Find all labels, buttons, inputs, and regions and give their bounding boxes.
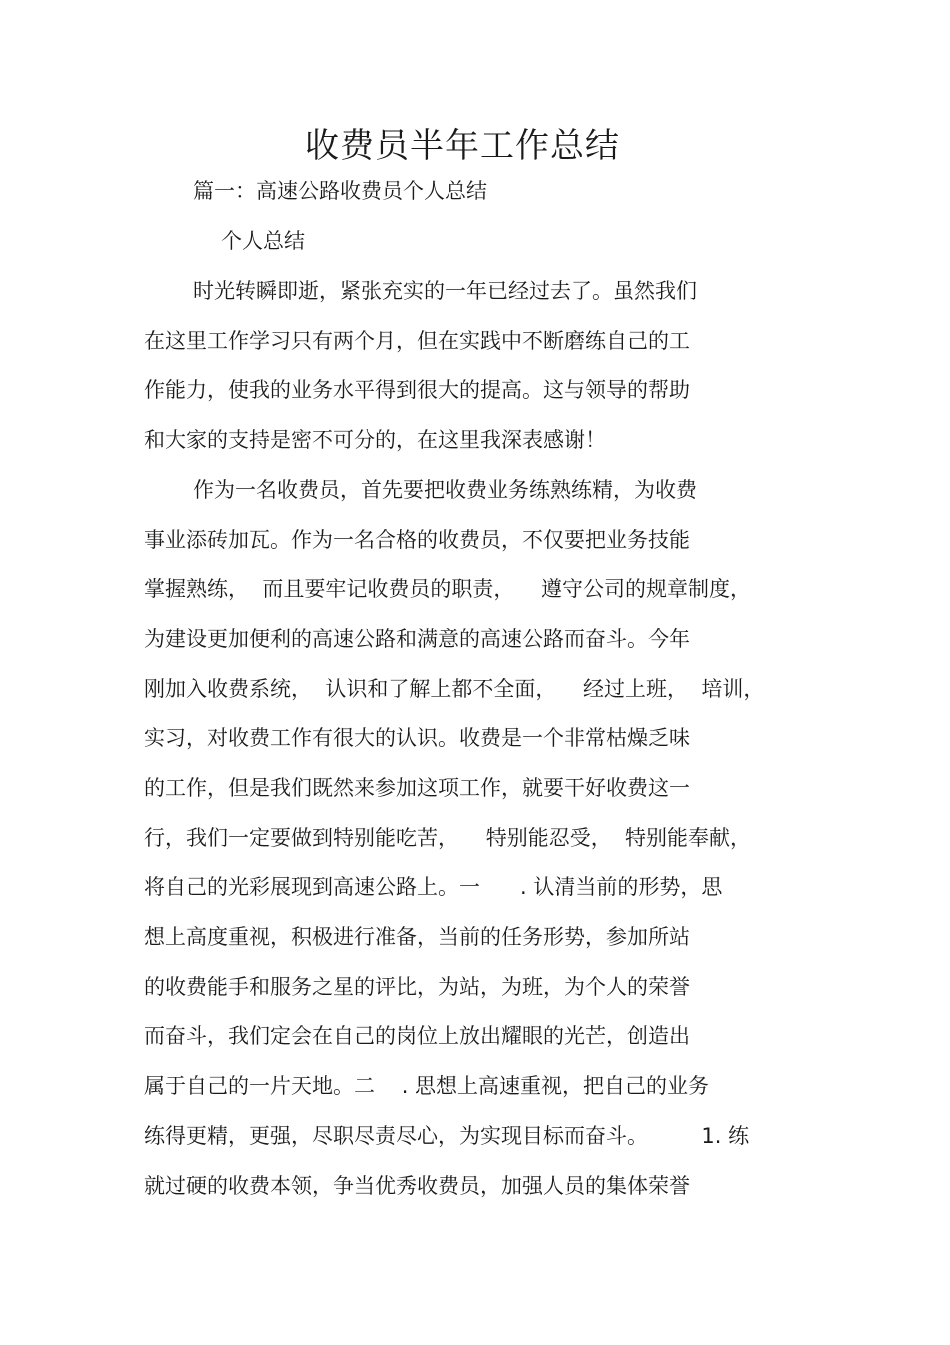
paragraph-line: 事业添砖加瓦。作为一名合格的收费员，不仅要把业务技能: [144, 528, 690, 552]
paragraph-line: 练得更精，更强，尽职尽责尽心，为实现目标而奋斗。 1. 练: [144, 1124, 750, 1148]
paragraph-line: 掌握熟练， 而且要牢记收费员的职责， 遵守公司的规章制度，: [144, 577, 752, 601]
paragraph-line: 刚加入收费系统， 认识和了解上都不全面， 经过上班， 培训，: [144, 677, 765, 701]
paragraph-line: 实习，对收费工作有很大的认识。收费是一个非常枯燥乏味: [144, 726, 690, 750]
section-heading: 篇一：高速公路收费员个人总结: [193, 179, 487, 203]
document-title: 收费员半年工作总结: [305, 126, 620, 166]
paragraph-line: 的工作，但是我们既然来参加这项工作，就要干好收费这一: [144, 776, 690, 800]
paragraph-line: 就过硬的收费本领，争当优秀收费员，加强人员的集体荣誉: [144, 1174, 690, 1198]
sub-heading: 个人总结: [221, 229, 305, 253]
paragraph-line: 为建设更加便利的高速公路和满意的高速公路而奋斗。今年: [144, 627, 690, 651]
paragraph-line: 时光转瞬即逝，紧张充实的一年已经过去了。虽然我们: [193, 279, 697, 303]
paragraph-line: 而奋斗，我们定会在自己的岗位上放出耀眼的光芒，创造出: [144, 1024, 690, 1048]
paragraph-line: 作为一名收费员，首先要把收费业务练熟练精，为收费: [193, 478, 697, 502]
paragraph-line: 将自己的光彩展现到高速公路上。一 . 认清当前的形势，思: [144, 875, 723, 899]
paragraph-line: 和大家的支持是密不可分的，在这里我深表感谢！: [144, 428, 606, 452]
paragraph-line: 属于自己的一片天地。二 . 思想上高速重视，把自己的业务: [144, 1074, 710, 1098]
paragraph-line: 行，我们一定要做到特别能吃苦， 特别能忍受， 特别能奉献，: [144, 826, 752, 850]
paragraph-line: 作能力，使我的业务水平得到很大的提高。这与领导的帮助: [144, 378, 690, 402]
paragraph-line: 在这里工作学习只有两个月，但在实践中不断磨练自己的工: [144, 329, 690, 353]
paragraph-line: 的收费能手和服务之星的评比，为站，为班，为个人的荣誉: [144, 975, 690, 999]
paragraph-line: 想上高度重视，积极进行准备，当前的任务形势，参加所站: [144, 925, 690, 949]
